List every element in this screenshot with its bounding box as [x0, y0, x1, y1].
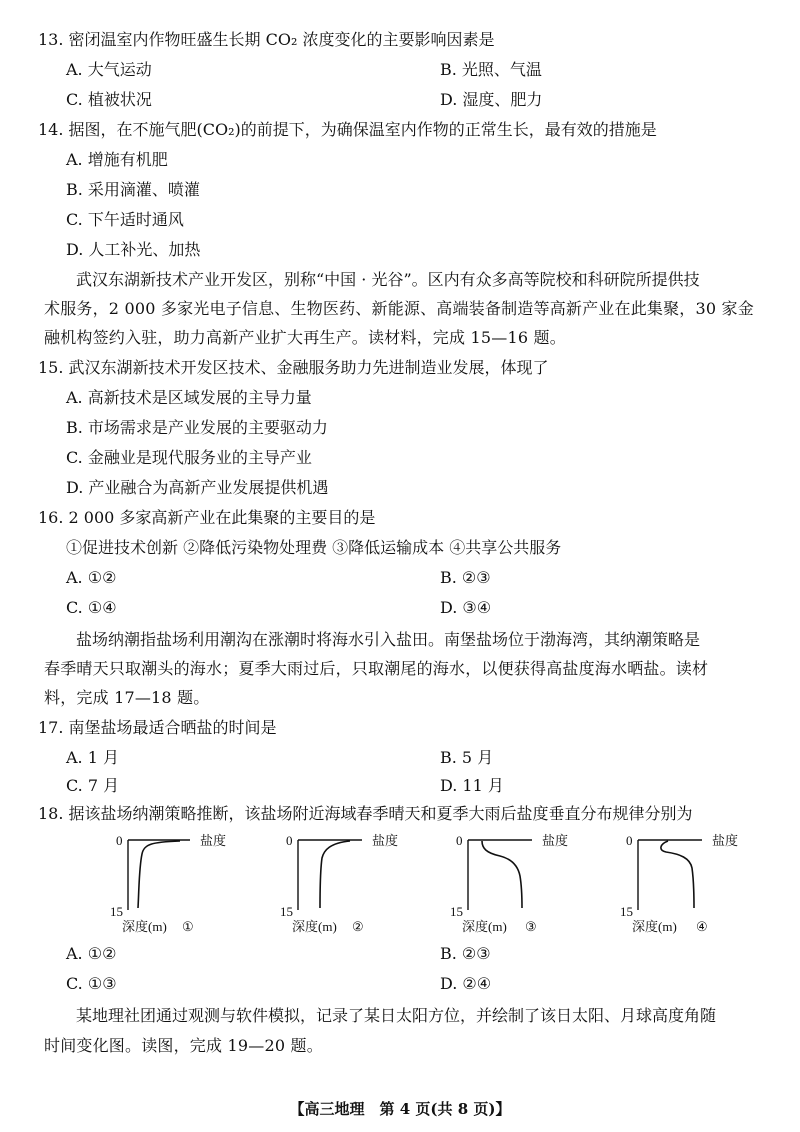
q15-option-b: B. 市场需求是产业发展的主要驱动力 — [66, 418, 328, 437]
q14-option-c: C. 下午适时通风 — [66, 210, 184, 229]
q17-option-b: B. 5 月 — [440, 748, 494, 767]
q17-stem: 17. 南堡盐场最适合晒盐的时间是 — [38, 718, 277, 737]
diagram-2-y-top: 0 — [286, 833, 293, 848]
salinity-diagram-2 — [280, 833, 398, 934]
diagram-3-y-bottom: 15 — [450, 904, 463, 919]
q14-option-d: D. 人工补光、加热 — [66, 240, 201, 259]
q18-option-b: B. ②③ — [440, 944, 491, 963]
q16-option-c: C. ①④ — [66, 598, 117, 617]
diagram-1-y-label: 深度(m) — [122, 919, 167, 934]
q18-option-a: A. ①② — [66, 944, 117, 963]
salinity-profile-diagrams — [100, 828, 740, 938]
passage2-line3: 料，完成 17—18 题。 — [44, 688, 210, 707]
diagram-3-y-top: 0 — [456, 833, 463, 848]
diagram-3-y-label: 深度(m) — [462, 919, 507, 934]
q15-option-d: D. 产业融合为高新产业发展提供机遇 — [66, 478, 329, 497]
diagram-2-x-label: 盐度 — [372, 833, 399, 848]
diagram-4-mark: ④ — [696, 919, 708, 934]
passage3-line1: 某地理社团通过观测与软件模拟，记录了某日太阳方位，并绘制了该日太阳、月球高度角随 — [76, 1006, 717, 1025]
diagram-3-mark: ③ — [525, 919, 537, 934]
q15-stem: 15. 武汉东湖新技术开发区技术、金融服务助力先进制造业发展，体现了 — [38, 358, 549, 377]
diagram-1-y-bottom: 15 — [110, 904, 123, 919]
q16-stem: 16. 2 000 多家高新产业在此集聚的主要目的是 — [38, 508, 376, 527]
diagram-4-y-label: 深度(m) — [632, 919, 677, 934]
diagram-2-mark: ② — [352, 919, 364, 934]
q15-option-c: C. 金融业是现代服务业的主导产业 — [66, 448, 312, 467]
salinity-diagram-3 — [450, 833, 568, 934]
diagram-1-mark: ① — [182, 919, 194, 934]
diagram-2-y-label: 深度(m) — [292, 919, 337, 934]
diagram-4-y-top: 0 — [626, 833, 633, 848]
q13-option-a: A. 大气运动 — [66, 60, 152, 79]
diagram-4-y-bottom: 15 — [620, 904, 633, 919]
q17-option-d: D. 11 月 — [440, 776, 504, 795]
passage1-line2: 术服务，2 000 多家光电子信息、生物医药、新能源、高端装备制造等高新产业在此集聚，30 家金 — [44, 299, 754, 318]
q18-option-d: D. ②④ — [440, 974, 492, 993]
diagram-1-x-label: 盐度 — [200, 833, 227, 848]
page-footer: 【高三地理 第 4 页(共 8 页)】 — [289, 1100, 511, 1118]
q13-option-b: B. 光照、气温 — [440, 60, 542, 79]
salinity-diagram-1 — [110, 833, 226, 934]
q14-option-b: B. 采用滴灌、喷灌 — [66, 180, 200, 199]
salinity-diagram-4 — [620, 833, 738, 934]
q13-option-d: D. 湿度、肥力 — [440, 90, 543, 109]
q13-option-c: C. 植被状况 — [66, 90, 152, 109]
passage1-line3: 融机构签约入驻，助力高新产业扩大再生产。读材料，完成 15—16 题。 — [44, 328, 566, 347]
q18-option-c: C. ①③ — [66, 974, 117, 993]
q15-option-a: A. 高新技术是区域发展的主导力量 — [66, 388, 312, 407]
q16-option-d: D. ③④ — [440, 598, 492, 617]
q17-option-a: A. 1 月 — [66, 748, 119, 767]
q17-option-c: C. 7 月 — [66, 776, 120, 795]
q14-option-a: A. 增施有机肥 — [66, 150, 168, 169]
passage1-line1: 武汉东湖新技术产业开发区，别称“中国 · 光谷”。区内有众多高等院校和科研院所提供技 — [76, 270, 700, 289]
q14-stem: 14. 据图，在不施气肥(CO₂)的前提下，为确保温室内作物的正常生长，最有效的措施是 — [38, 120, 657, 139]
diagram-4-curve — [661, 841, 694, 908]
q16-items: ①促进技术创新 ②降低污染物处理费 ③降低运输成本 ④共享公共服务 — [66, 538, 562, 557]
passage3-line2: 时间变化图。读图，完成 19—20 题。 — [44, 1036, 323, 1055]
q16-option-a: A. ①② — [66, 568, 117, 587]
passage2-line2: 春季晴天只取潮头的海水；夏季大雨过后，只取潮尾的海水，以便获得高盐度海水晒盐。读材 — [44, 659, 709, 678]
passage2-line1: 盐场纳潮指盐场利用潮沟在涨潮时将海水引入盐田。南堡盐场位于渤海湾，其纳潮策略是 — [76, 630, 701, 649]
diagram-1-y-top: 0 — [116, 833, 123, 848]
diagram-3-x-label: 盐度 — [542, 833, 569, 848]
q13-stem: 13. 密闭温室内作物旺盛生长期 CO₂ 浓度变化的主要影响因素是 — [38, 30, 495, 49]
q16-option-b: B. ②③ — [440, 568, 491, 587]
diagram-2-y-bottom: 15 — [280, 904, 293, 919]
diagram-1-curve — [138, 841, 180, 908]
diagram-3-curve — [482, 841, 522, 908]
diagram-4-x-label: 盐度 — [712, 833, 739, 848]
q18-stem: 18. 据该盐场纳潮策略推断，该盐场附近海域春季晴天和夏季大雨后盐度垂直分布规律分别为 — [38, 804, 693, 823]
diagram-2-curve — [320, 841, 350, 908]
